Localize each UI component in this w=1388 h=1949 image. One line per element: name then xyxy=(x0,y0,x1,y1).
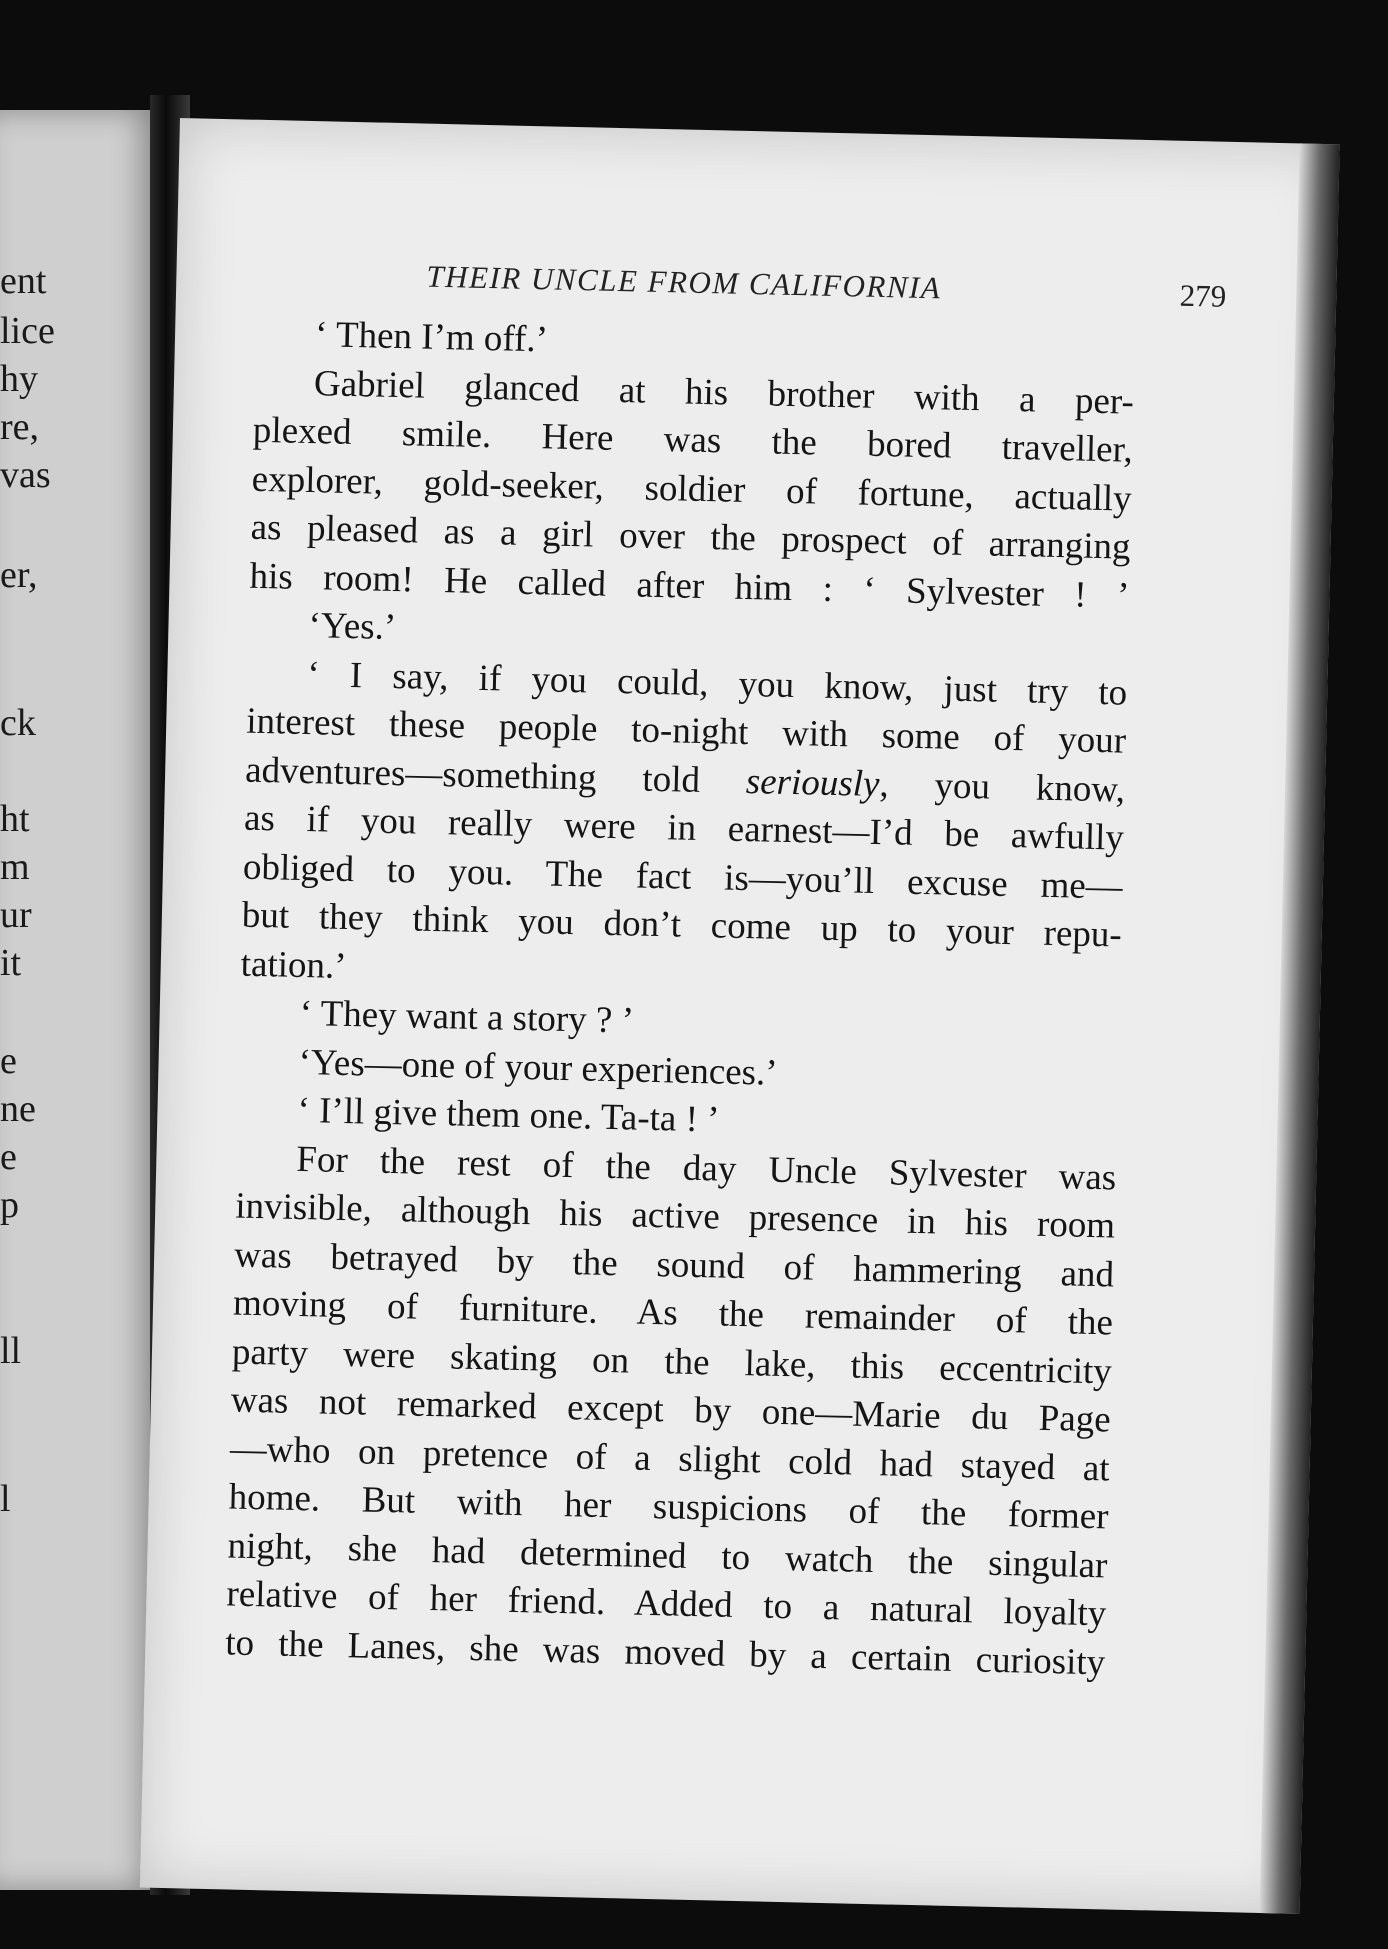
text-line: explorer, gold-seeker, soldier of fortune, actually xyxy=(251,458,1133,520)
text-line: was not remarked except by one—Marie du Page xyxy=(230,1379,1112,1441)
left-page-fragment: ll xyxy=(0,1330,22,1372)
left-page-fragment: ck xyxy=(0,702,36,744)
text-line: —who on pretence of a slight cold had stayed at xyxy=(229,1427,1111,1489)
text-line: home. But with her suspicions of the former xyxy=(228,1476,1109,1538)
text-line: relative of her friend. Added to a natural loyalty xyxy=(226,1573,1107,1635)
left-page-fragment: ur xyxy=(0,894,32,936)
text-line: obliged to you. The fact is—you’ll excuse me— xyxy=(242,846,1124,908)
body-text xyxy=(225,310,1136,1688)
text-line: moving of furniture. As the remainder of the xyxy=(232,1282,1114,1344)
page-number: 279 xyxy=(1179,277,1227,314)
book-page xyxy=(140,118,1340,1914)
left-page-fragment: l xyxy=(0,1478,11,1520)
text-line: plexed smile. Here was the bored traveller, xyxy=(252,409,1134,471)
text-line: invisible, although his active presence in his room xyxy=(234,1185,1116,1247)
left-page-fragment: lice xyxy=(0,310,55,352)
left-page-fragment: ne xyxy=(0,1088,36,1130)
left-page-fragment: ent xyxy=(0,260,47,302)
left-page-fragment: ht xyxy=(0,798,30,840)
text-line: his room! He called after him : ‘ Sylvester ! ’ xyxy=(249,555,1130,617)
left-page-fragment: m xyxy=(0,846,30,888)
text-line: ‘ I’ll give them one. Ta-ta ! ’ xyxy=(297,1089,720,1141)
text-line: ‘Yes.’ xyxy=(308,605,397,649)
text-line: tation.’ xyxy=(240,943,348,987)
page-edge xyxy=(1260,143,1340,1913)
text-line: ‘ Then I’m off.’ xyxy=(314,314,549,361)
emphasized-word: seriously xyxy=(745,760,880,805)
left-facing-page xyxy=(0,110,160,1890)
left-page-fragment: e xyxy=(0,1136,17,1178)
left-page-fragment: e xyxy=(0,1040,17,1082)
text-line: ‘Yes—one of your experiences.’ xyxy=(298,1041,779,1094)
text-line: as if you really were in earnest—I’d be awfully xyxy=(243,797,1125,859)
left-page-fragment: hy xyxy=(0,358,38,400)
left-page-fragment: it xyxy=(0,942,22,984)
text-line: Gabriel glanced at his brother with a per- xyxy=(313,362,1135,423)
left-page-fragment: re, xyxy=(0,406,40,448)
text-line: For the rest of the day Uncle Sylvester was xyxy=(295,1138,1117,1199)
text-line: as pleased as a girl over the prospect of arranging xyxy=(250,506,1131,568)
text-line: interest these people to-night with some of your xyxy=(245,700,1127,762)
text-line: night, she had determined to watch the singular xyxy=(227,1524,1108,1586)
text-line: ‘ They want a story ? ’ xyxy=(299,992,635,1042)
text-line: ‘ I say, if you could, you know, just try to xyxy=(306,653,1128,714)
left-page-fragment: p xyxy=(0,1184,19,1226)
text-run: adventures—something told xyxy=(244,749,747,802)
running-head: THEIR UNCLE FROM CALIFORNIA xyxy=(426,258,942,306)
text-line: but they think you don’t come up to your repu- xyxy=(241,894,1123,956)
text-line: was betrayed by the sound of hammering and xyxy=(233,1234,1115,1295)
left-page-fragment: vas xyxy=(0,454,51,496)
text-line: party were skating on the lake, this eccentricity xyxy=(231,1331,1113,1392)
text-line: to the Lanes, she was moved by a certain curiosity xyxy=(224,1621,1106,1683)
left-page-fragment: er, xyxy=(0,554,38,596)
text-run: , you know, xyxy=(878,763,1126,811)
